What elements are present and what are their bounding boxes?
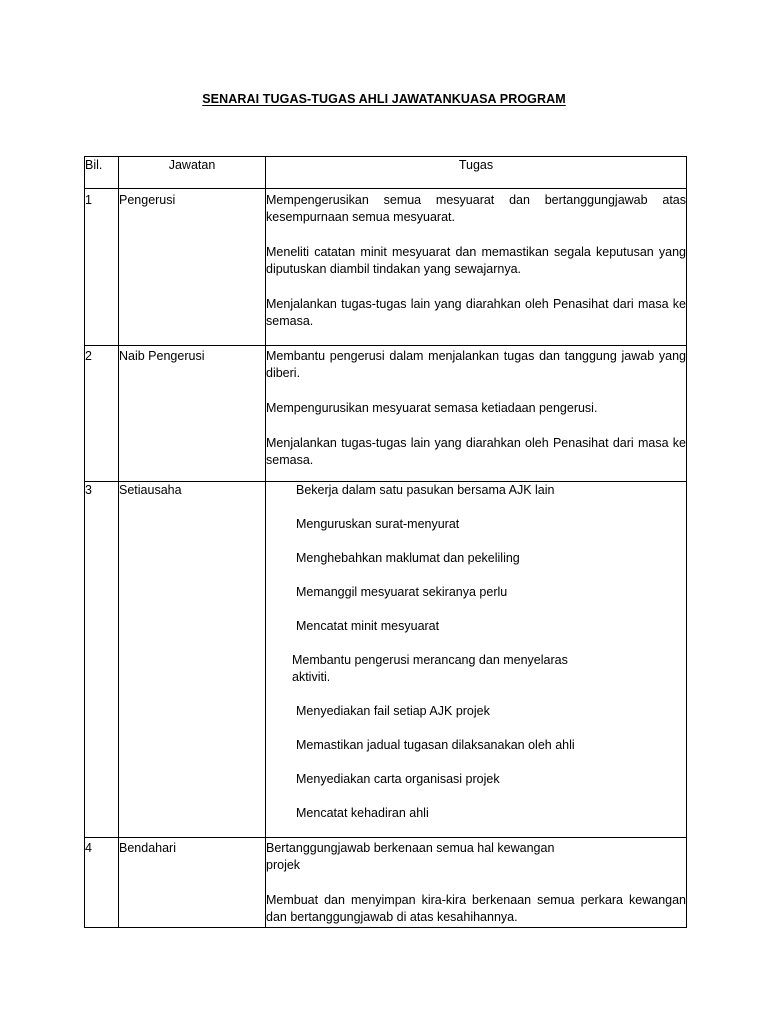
table-row bbox=[85, 838, 687, 928]
row-number: 4 bbox=[85, 838, 119, 928]
row-number: 2 bbox=[85, 346, 119, 482]
header-tugas: Tugas bbox=[266, 157, 687, 189]
duties-table bbox=[84, 156, 687, 928]
row-role: Pengerusi bbox=[119, 189, 266, 346]
row-duties bbox=[266, 189, 687, 346]
duty-item: Memastikan jadual tugasan dilaksanakan oleh ahli bbox=[296, 738, 575, 752]
row-duties bbox=[266, 838, 687, 928]
duty-item: Menghebahkan maklumat dan pekeliling bbox=[296, 551, 520, 565]
header-bil: Bil. bbox=[85, 157, 119, 189]
duty-item: Menguruskan surat-menyurat bbox=[296, 517, 460, 531]
row-duties bbox=[266, 482, 687, 838]
document-title-text: SENARAI TUGAS-TUGAS AHLI JAWATANKUASA PROGRAM bbox=[202, 92, 566, 106]
duty-item: Memanggil mesyuarat sekiranya perlu bbox=[296, 585, 508, 599]
header-jawatan: Jawatan bbox=[119, 157, 266, 189]
duty-item: Menjalankan tugas-tugas lain yang diarahkan oleh Penasihat dari masa ke semasa. bbox=[266, 436, 686, 467]
row-number: 3 bbox=[85, 482, 119, 838]
row-role: Naib Pengerusi bbox=[119, 346, 266, 482]
duty-item: Mempengerusikan semua mesyuarat dan bertanggungjawab atas kesempurnaan semua mesyuarat. bbox=[266, 193, 686, 224]
duty-item: Mempengurusikan mesyuarat semasa ketiadaan pengerusi. bbox=[266, 401, 598, 415]
duty-item: Membantu pengerusi merancang dan menyelaras aktiviti. bbox=[292, 653, 568, 684]
duty-item: Membantu pengerusi dalam menjalankan tugas dan tanggung jawab yang diberi. bbox=[266, 349, 686, 380]
duty-item: Bertanggungjawab berkenaan semua hal kewangan projek bbox=[266, 841, 555, 872]
duty-item: Mencatat minit mesyuarat bbox=[296, 619, 440, 633]
duty-item: Menyediakan fail setiap AJK projek bbox=[296, 704, 490, 718]
row-number: 1 bbox=[85, 189, 119, 346]
table-row bbox=[85, 346, 687, 482]
document-title bbox=[0, 92, 768, 106]
duty-item: Mencatat kehadiran ahli bbox=[296, 806, 429, 820]
row-duties bbox=[266, 346, 687, 482]
table-row bbox=[85, 482, 687, 838]
table-row bbox=[85, 189, 687, 346]
row-role: Bendahari bbox=[119, 838, 266, 928]
row-role: Setiausaha bbox=[119, 482, 266, 838]
table-header-row bbox=[85, 157, 687, 189]
duty-item: Menjalankan tugas-tugas lain yang diarahkan oleh Penasihat dari masa ke semasa. bbox=[266, 297, 686, 328]
duty-item: Membuat dan menyimpan kira-kira berkenaan semua perkara kewangan dan bertanggungjawab di atas kesahihannya. bbox=[266, 893, 686, 924]
duty-item: Bekerja dalam satu pasukan bersama AJK lain bbox=[296, 483, 555, 497]
duty-item: Meneliti catatan minit mesyuarat dan memastikan segala keputusan yang diputuskan diambil tindakan yang sewajarnya. bbox=[266, 245, 686, 276]
duty-item: Menyediakan carta organisasi projek bbox=[296, 772, 500, 786]
